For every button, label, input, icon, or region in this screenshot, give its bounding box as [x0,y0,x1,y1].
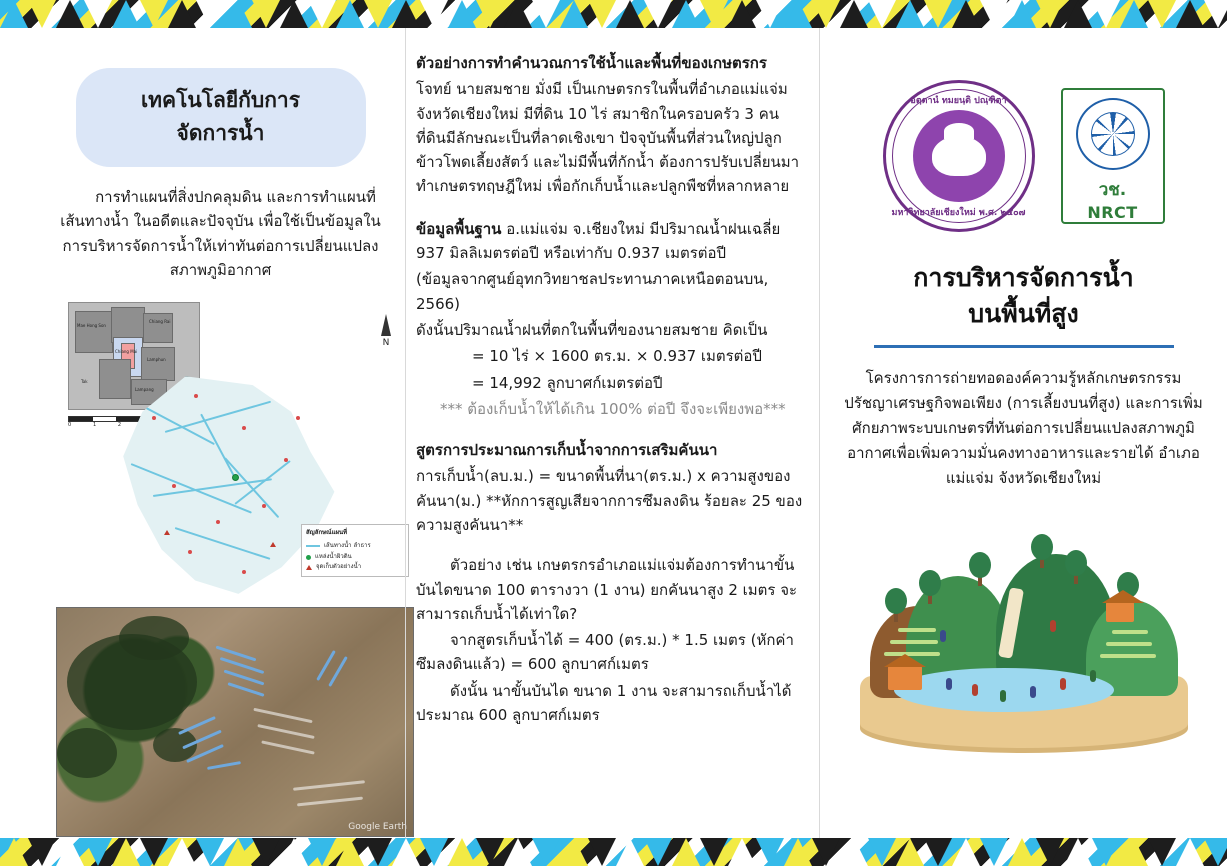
cmu-logo-name: มหาวิทยาลัยเชียงใหม่ พ.ศ. ๒๕๐๗ [891,207,1026,218]
legend-label-1: แหล่งน้ำผิวดิน [315,552,352,560]
border-triangle [980,0,1008,28]
border-triangle [1204,838,1227,866]
border-triangle [560,838,588,866]
border-triangle [1092,0,1120,28]
section3-example-2: จากสูตรเก็บน้ำได้ = 400 (ตร.ม.) * 1.5 เมตร (หักค่าซึมลงดินแล้ว) = 600 ลูกบาศก์เมตร [416,631,794,674]
left-intro-paragraph: การทำแผนที่สิ่งปกคลุมดิน และการทำแผนที่เส้นทางน้ำ ในอดีตและปัจจุบัน เพื่อใช้เป็นข้อมูลในการบริหารจัดการน้ำให้เท่าทันต่อการเปลี่ยนแปลงสภาพภูมิอากาศ [60,188,381,279]
left-column [0,28,405,838]
left-title-line-2: จัดการน้ำ [176,120,265,145]
border-triangle [504,838,532,866]
border-triangle [896,0,924,28]
border-triangle [924,838,952,866]
border-triangle [448,838,476,866]
border-triangle [112,838,140,866]
border-triangle [840,838,868,866]
border-triangle [1204,0,1227,28]
border-triangle [84,0,112,28]
border-triangle [308,838,336,866]
section2-calc-line-1: = 10 ไร่ × 1600 ตร.ม. × 0.937 เมตรต่อปี [472,347,762,366]
inset-label-3: Lamphun [147,357,166,363]
border-triangle [1092,838,1120,866]
border-triangle [28,0,56,28]
legend-line-icon [306,545,320,547]
border-triangle [616,0,644,28]
section-embankment-formula [416,439,805,727]
tree-icon [919,570,941,596]
scale-tick-0: 0 [68,422,72,429]
nrct-abbr: NRCT [1087,203,1138,222]
nrct-logo [1061,88,1165,224]
tree-icon [1031,534,1053,560]
border-triangle [784,838,812,866]
nrct-seal-icon [1076,98,1150,170]
border-triangle [56,0,84,28]
border-triangle [840,0,868,28]
border-triangle [644,0,672,28]
border-triangle [700,0,728,28]
logo-row [842,80,1205,232]
top-border-decoration [0,0,1227,28]
border-triangle [56,838,84,866]
border-triangle [1064,838,1092,866]
border-triangle [392,838,420,866]
right-column [820,28,1227,838]
section3-heading: สูตรการประมาณการเก็บน้ำจากการเสริมคันนา [416,441,718,460]
section3-formula: การเก็บน้ำ(ลบ.ม.) = ขนาดพื้นที่นา(ตร.ม.) x ความสูงของคันนา(ม.) **หักการสูญเสียจากการซึมลงดิน ร้อยละ 25 ของความสูงคันนา** [416,467,803,534]
legend-label-0: เส้นทางน้ำ ลำธาร [324,541,371,549]
border-triangle [252,838,280,866]
inset-label-4: Lampang [135,387,154,393]
border-triangle [1176,838,1204,866]
right-title-line-2: บนพื้นที่สูง [968,299,1079,329]
section2-calc-line-2: = 14,992 ลูกบาศก์เมตรต่อปี [472,373,663,392]
border-triangle [28,838,56,866]
border-triangle [476,838,504,866]
border-triangle [196,838,224,866]
border-triangle [672,0,700,28]
north-arrow [373,314,399,348]
middle-column [405,28,820,838]
section2-source: (ข้อมูลจากศูนย์อุทกวิทยาชลประทานภาคเหนือตอนบน, 2566) [416,270,769,313]
cmu-logo [883,80,1035,232]
border-triangle [868,838,896,866]
border-triangle [812,838,840,866]
border-triangle [420,0,448,28]
border-triangle [560,0,588,28]
left-title-line-1: เทคโนโลยีกับการ [141,88,300,112]
land-cover-map-figure [56,298,411,603]
border-triangle [1120,0,1148,28]
section2-note: *** ต้องเก็บน้ำให้ได้เกิน 100% ต่อปี จึงจะเพียงพอ*** [440,399,786,418]
legend-label-2: จุดเก็บตัวอย่างน้ำ [316,563,362,571]
section1-body: โจทย์ นายสมชาย มั่งมี เป็นเกษตรกรในพื้นที่อำเภอแม่แจ่ม จังหวัดเชียงใหม่ มีที่ดิน 10 ไร่ สมาชิกในครอบครัว 3 คน ที่ดินมีลักษณะเป็นที่ลาดเชิงเขา ปัจจุบันพื้นที่ส่วนใหญ่ปลูกข้าวโพดเลี้ยงสัตว์ และไม่มีพื้นที่กักน้ำ ต้องการปรับเปลี่ยนมาทำเกษตรทฤษฎีใหม่ เพื่อกักเก็บน้ำและปลูกพืชที่หลากหลาย [416,80,800,196]
inset-label-0: Mae Hong Son [77,323,106,329]
border-triangle [1064,0,1092,28]
border-triangle [1008,0,1036,28]
border-triangle [1036,838,1064,866]
section2-body-head: อ.แม่แจ่ม จ.เชียงใหม่ มีปริมาณน้ำฝนเฉลี่ย 937 มิลลิเมตรต่อปี หรือเท่ากับ 0.937 เมตรต่อปี [416,219,781,263]
title-underline-rule [874,345,1174,348]
legend-item [306,552,404,563]
aerial-photo-credit: Google Earth [348,822,407,833]
border-triangle [896,838,924,866]
border-triangle [280,0,308,28]
inset-label-1: Chiang Mai [115,349,138,355]
border-triangle [756,838,784,866]
legend-triangle-icon [306,565,312,570]
section-water-use-example [416,52,805,199]
border-triangle [364,0,392,28]
cmu-logo-emblem [913,110,1005,202]
border-triangle [140,0,168,28]
border-triangle [504,0,532,28]
border-triangle [364,838,392,866]
right-main-title [842,260,1205,333]
border-triangle [588,838,616,866]
border-triangle [616,838,644,866]
border-triangle [140,838,168,866]
bottom-border-decoration [0,838,1227,866]
border-triangle [672,838,700,866]
border-triangle [588,0,616,28]
border-triangle [728,0,756,28]
north-arrow-icon [381,314,391,336]
border-triangle [1148,0,1176,28]
border-triangle [644,838,672,866]
section3-example-3: ดังนั้น นาขั้นบันได ขนาด 1 งาน จะสามารถเก็บน้ำได้ประมาณ 600 ลูกบาศก์เมตร [416,681,792,725]
border-triangle [448,0,476,28]
border-triangle [532,0,560,28]
bottom-border-triangles [0,838,1227,866]
legend-item [306,541,404,552]
house-icon [888,666,922,690]
border-triangle [420,838,448,866]
tree-icon [969,552,991,578]
border-triangle [0,0,28,28]
border-triangle [756,0,784,28]
map-legend [301,524,409,577]
border-triangle [868,0,896,28]
border-triangle [168,0,196,28]
border-triangle [224,838,252,866]
border-triangle [84,838,112,866]
tree-icon [1065,550,1087,576]
border-triangle [728,838,756,866]
border-triangle [952,838,980,866]
border-triangle [924,0,952,28]
scale-tick-1: 1 [92,422,97,429]
legend-item [306,562,404,573]
inset-label-5: Tak [81,379,88,385]
border-triangle [1008,838,1036,866]
section-base-data [416,217,805,421]
section3-example-1: ตัวอย่าง เช่น เกษตรกรอำเภอแม่แจ่มต้องการทำนาขั้นบันไดขนาด 100 ตารางวา (1 งาน) ยกคันนาสูง 2 เมตร จะสามารถเก็บน้ำได้เท่าใด? [416,556,798,623]
section2-heading-line [416,217,805,266]
border-triangle [700,838,728,866]
border-triangle [532,838,560,866]
border-triangle [1036,0,1064,28]
right-title-line-1: การบริหารจัดการน้ำ [913,263,1134,292]
house-icon [1106,602,1134,622]
border-triangle [952,0,980,28]
three-column-layout [0,28,1227,838]
border-triangle [280,838,308,866]
section2-heading: ข้อมูลพื้นฐาน [416,219,502,238]
legend-dot-icon [306,555,311,560]
top-border-triangles [0,0,1227,28]
compass-rose-icon [1091,112,1135,156]
nrct-thai-abbr: วช. [1098,180,1127,200]
tree-icon [885,588,907,614]
border-triangle [1120,838,1148,866]
border-triangle [224,0,252,28]
border-triangle [476,0,504,28]
inset-label-2: Chiang Rai [149,319,171,325]
border-triangle [1148,838,1176,866]
border-triangle [392,0,420,28]
border-triangle [784,0,812,28]
border-triangle [308,0,336,28]
elephant-icon [932,136,986,176]
north-arrow-label: N [382,338,390,349]
border-triangle [112,0,140,28]
border-triangle [980,838,1008,866]
map-legend-title: สัญลักษณ์แผนที่ [306,529,348,537]
border-triangle [812,0,840,28]
right-project-description: โครงการการถ่ายทอดองค์ความรู้หลักเกษตรกรรมปรัชญาเศรษฐกิจพอเพียง (การเลี้ยงบนที่สูง) และการเพิ่มศักยภาพระบบเกษตรที่ทันต่อการเปลี่ยนแปลงสภาพภูมิอากาศเพื่อเพิ่มความมั่นคงทางอาหารและรายได้ อำเภอแม่แจ่ม จังหวัดเชียงใหม่ [844,368,1203,488]
border-triangle [1176,0,1204,28]
section2-lead: ดังนั้นปริมาณน้ำฝนที่ตกในพื้นที่ของนายสมชาย คิดเป็น [416,320,768,339]
aerial-photo [56,607,414,837]
border-triangle [196,0,224,28]
left-title-pill [76,68,366,167]
cmu-logo-motto: อตฺตานํ ทมยนฺติ ปณฺฑิตา [910,96,1007,106]
section1-heading: ตัวอย่างการทำคำนวณการใช้น้ำและพื้นที่ของเกษตรกร [416,54,767,72]
border-triangle [252,0,280,28]
highland-farm-illustration [854,509,1194,754]
border-triangle [336,838,364,866]
border-triangle [336,0,364,28]
border-triangle [168,838,196,866]
border-triangle [0,838,28,866]
scale-tick-2: 2 [117,422,122,429]
